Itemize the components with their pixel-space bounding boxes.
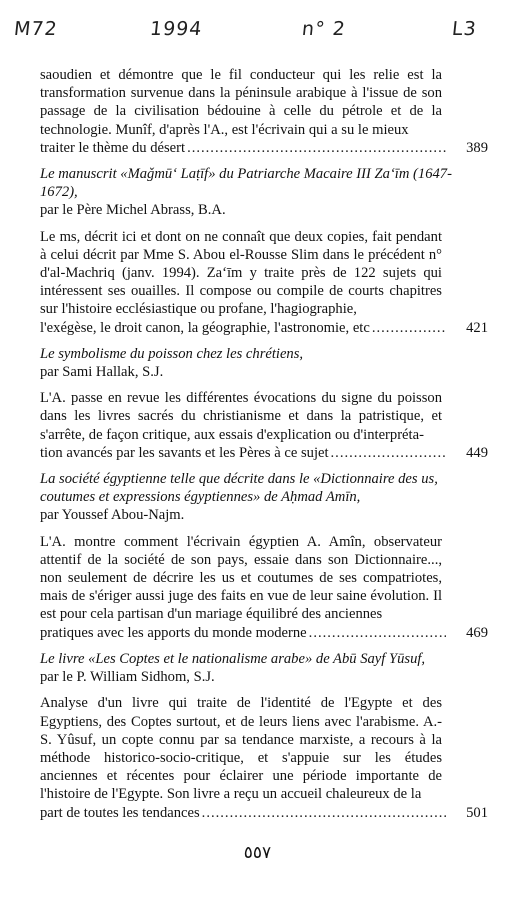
handwritten-note-year: 1994 <box>148 18 204 40</box>
leader-line <box>40 444 488 462</box>
entry-summary <box>40 228 442 319</box>
leader-line <box>40 139 488 157</box>
summary-text: saoudien et démontre que le fil conducteur qui les relie est la transformation survenue dans la péninsule arabique à l'issue de son passage de la civilisation bédouine à celle du pétrole et de la technologie. Munîf, d'après l'A., est l'écrivain qui a su le mieux <box>40 67 442 138</box>
handwritten-note-shelf: L3 <box>450 18 478 40</box>
toc-entry-3 <box>40 345 488 462</box>
summary-text: Analyse d'un livre qui traite de l'identité de l'Egypte et des Egyptiens, des Coptes surtout, et de leurs liens avec l'arabisme. A.-S. Yûsuf, un copte connu par sa tendance marxiste, a recours à la méthode historico-socio-critique, et s'appuie sur les études anciennes et récentes pour éclairer une période importante de l'histoire de l'Egypte. Son livre a reçu un accueil chaleureux de la <box>40 695 442 803</box>
summary-last-line: l'exégèse, le droit canon, la géographie, l'astronomie, etc <box>40 319 370 336</box>
summary-last-line: traiter le thème du désert <box>40 139 186 156</box>
leader-line <box>40 319 488 337</box>
page-number: 421 <box>466 319 488 336</box>
page-number: 389 <box>466 139 488 156</box>
entry-title: Le symbolisme du poisson chez les chrétiens, <box>40 345 304 362</box>
page-number: 449 <box>466 444 488 461</box>
summary-text: L'A. passe en revue les différentes évocations du signe du poisson dans les livres sacrés du christianisme et dans la patristique, et s'arrête, de façon critique, aux essais d'explication ou d'interpréta- <box>40 390 442 443</box>
entry-summary <box>40 389 442 444</box>
summary-last-line: part de toutes les tendances <box>40 804 200 821</box>
dot-leader <box>331 444 446 462</box>
toc-entry-5 <box>40 650 488 822</box>
summary-text: L'A. montre comment l'écrivain égyptien A. Amîn, observateur attentif de la société de son pays, essaie dans son Dictionnaire..., non seulement de décrire les us et coutumes de ses compatriotes, mais de s'ériger aussi juge des faits en vue de leur saine évolution. Il est pour cela partisan d'un mariage équilibré des anciennes <box>40 533 442 623</box>
summary-last-line: pratiques avec les apports du monde moderne <box>40 624 307 641</box>
entry-summary <box>40 533 442 624</box>
page-number: 469 <box>466 624 488 641</box>
page-folio-number: ٥٥٧ <box>243 843 272 863</box>
toc-entry-1 <box>40 66 488 157</box>
leader-line <box>40 804 488 822</box>
entry-summary <box>40 694 442 803</box>
handwritten-note-issue: n° 2 <box>300 18 347 40</box>
entry-author: par le Père Michel Abrass, B.A. <box>40 202 226 219</box>
entry-title: Le livre «Les Coptes et le nationalisme arabe» de Abū Sayf Yūsuf, <box>40 650 426 667</box>
dot-leader <box>309 624 446 642</box>
entry-title: Le manuscrit «Maǧmū‘ Laṭīf» du Patriarche Macaire III Za‘īm (1647-1672), <box>40 166 452 201</box>
summary-text: Le ms, décrit ici et dont on ne connaît que deux copies, fait pendant à celui décrit par Mme S. Abou el-Rousse Slim dans le précédent n° d'al-Machriq (janv. 1994). Za‘īm y traite près de 122 sujets qui intéressent ses ouailles. Il compose ou compile de courts chapitres sur l'histoire ecclésiastique ou profane, l'hagiographie, <box>40 228 442 318</box>
summary-last-line: tion avancés par les savants et les Pères à ce sujet <box>40 444 329 461</box>
table-of-contents <box>40 66 488 830</box>
entry-author: par Sami Hallak, S.J. <box>40 364 164 381</box>
dot-leader <box>187 139 446 157</box>
dot-leader <box>372 319 446 337</box>
entry-title: La société égyptienne telle que décrite dans le «Dictionnaire des us, coutumes et expressions égyptiennes» de Aḥmad Amīn, <box>40 471 438 506</box>
dot-leader <box>202 804 446 822</box>
toc-entry-4 <box>40 470 488 642</box>
handwritten-note-journal-code: M72 <box>12 18 59 40</box>
entry-summary <box>40 66 442 139</box>
page-number: 501 <box>466 804 488 821</box>
toc-entry-2 <box>40 165 488 337</box>
entry-author: par le P. William Sidhom, S.J. <box>40 669 215 686</box>
leader-line <box>40 624 488 642</box>
entry-author: par Youssef Abou-Najm. <box>40 507 185 524</box>
